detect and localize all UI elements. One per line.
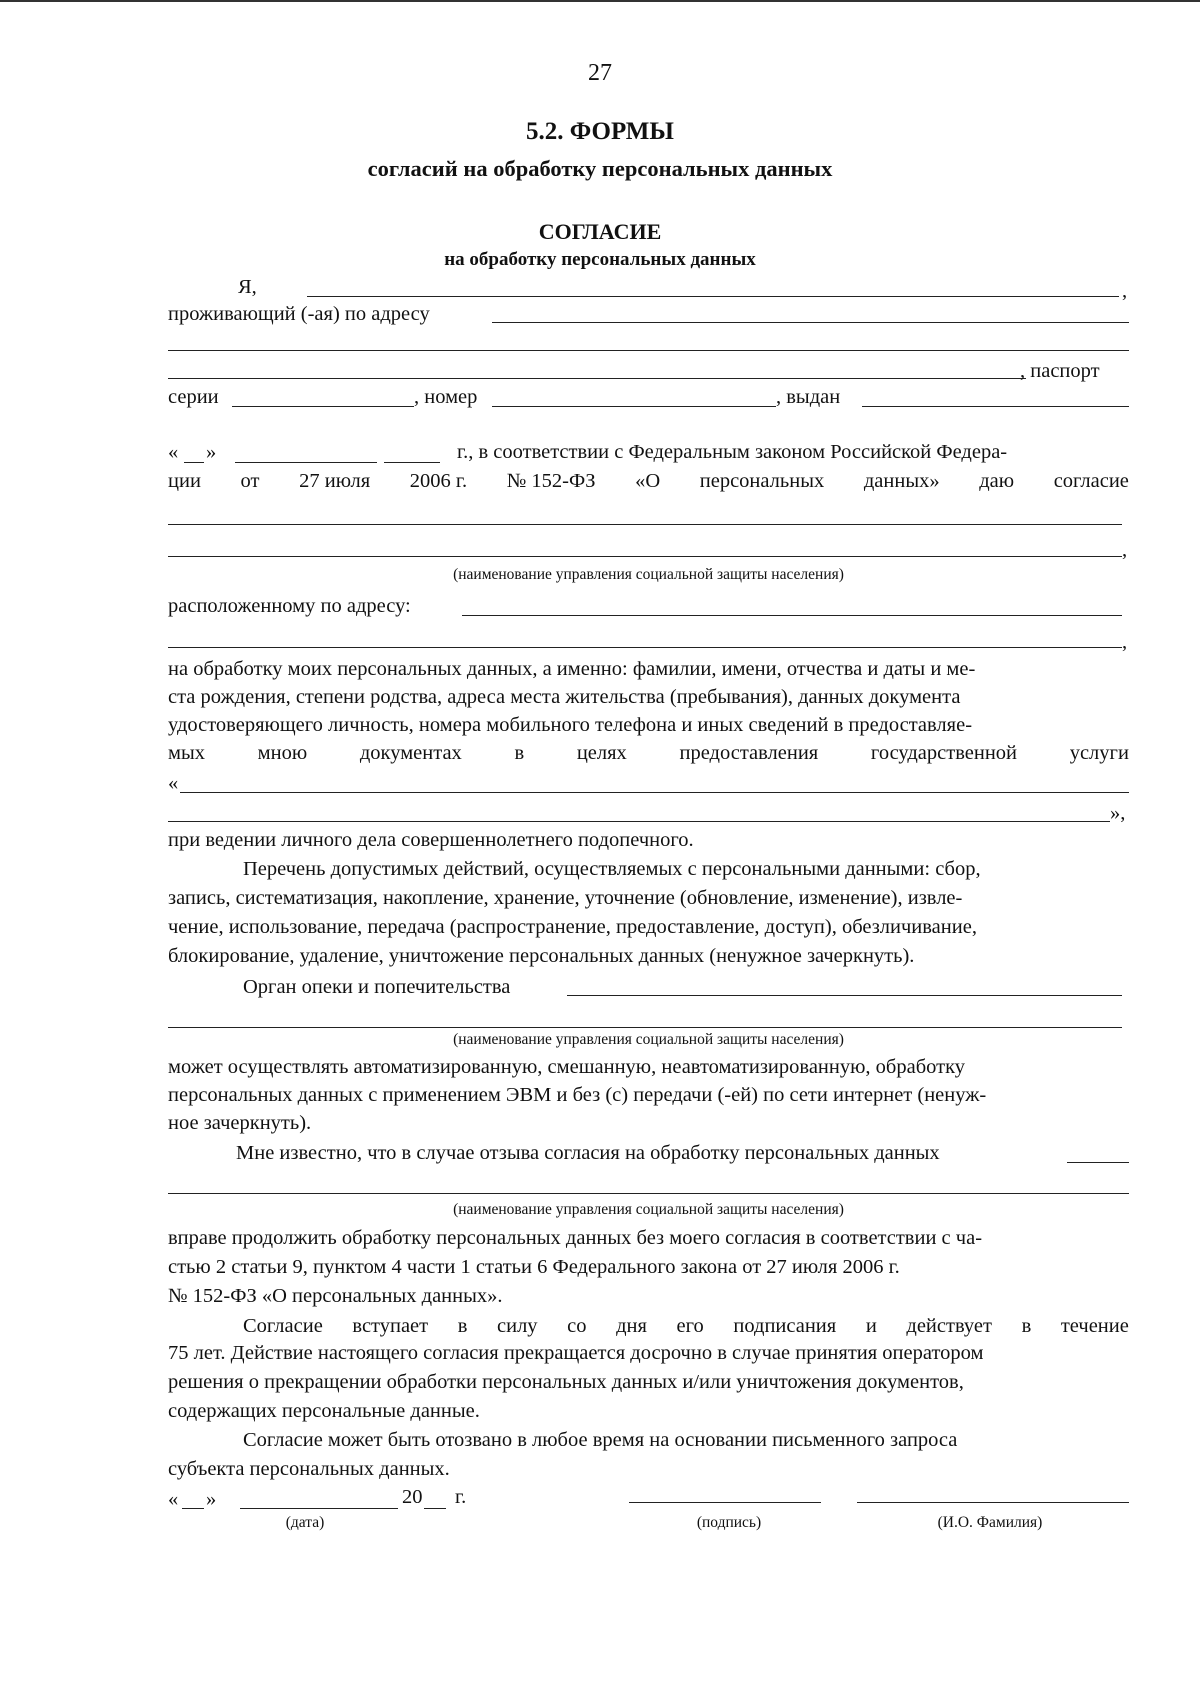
name-caption: (И.О. Фамилия) [937,1514,1043,1531]
processing-text-4: мых мною документах в целях предоставления государственной услуги [168,742,1129,764]
page-number: 27 [588,60,612,86]
residing-label: проживающий (-ая) по адресу [168,303,430,325]
organization-address-field-2[interactable] [168,647,1122,648]
continue-text-3: № 152-ФЗ «О персональных данных». [168,1285,503,1307]
service-name-field-2[interactable] [168,821,1110,822]
comma: , [1122,631,1128,653]
passport-series-field[interactable] [232,406,414,407]
issued-label: , выдан [776,386,841,408]
service-close-quote: », [1110,802,1126,824]
law-reference-line: ции от 27 июля 2006 г. № 152-ФЗ «О персональных данных» даю согласие [168,470,1129,492]
actions-text-4: блокирование, удаление, уничтожение персональных данных (ненужное зачеркнуть). [168,945,915,967]
form-subtitle: на обработку персональных данных [444,249,756,270]
validity-text-4: содержащих персональные данные. [168,1400,480,1422]
processing-text-3: удостоверяющего личность, номера мобильного телефона и иных сведений в предоставляе- [168,714,973,736]
actions-text-3: чение, использование, передача (распространение, предоставление, доступ), обезличивание, [168,916,977,938]
comma: , [1122,280,1128,302]
full-name-field[interactable] [307,296,1119,297]
revocation-org-field[interactable] [1067,1162,1129,1163]
sign-date-open-quote: « [168,1488,179,1510]
residence-address-field-2[interactable] [168,350,1129,351]
sign-month-field[interactable] [240,1508,398,1509]
organization-caption: (наименование управления социальной защиты населения) [453,566,844,583]
form-title: СОГЛАСИЕ [538,219,662,244]
date-open-quote: « [168,441,179,463]
scan-top-edge [0,0,1200,2]
passport-label: , паспорт [1020,360,1100,382]
authority-name-field[interactable] [567,995,1122,996]
revocation-org-field-2[interactable] [168,1193,1129,1194]
ya-label: Я, [238,276,257,298]
organization-name-field[interactable] [168,524,1122,525]
signature-field[interactable] [629,1502,821,1503]
auto-processing-text-3: ное зачеркнуть). [168,1112,312,1134]
sign-year-prefix: 20 [402,1486,423,1508]
passport-number-field[interactable] [492,406,776,407]
organization-name-field-2[interactable] [168,556,1122,557]
processing-text-2: ста рождения, степени родства, адреса места жительства (пребывания), данных документа [168,686,961,708]
section-subtitle: согласий на обработку персональных данных [367,156,833,181]
sign-year-suffix: г. [455,1486,467,1508]
date-caption: (дата) [285,1514,325,1531]
service-open-quote: « [168,772,179,794]
located-label: расположенному по адресу: [168,595,411,617]
continue-text-2: стью 2 статьи 9, пунктом 4 части 1 статьи 6 Федерального закона от 27 июля 2006 г. [168,1256,900,1278]
revocation-caption: (наименование управления социальной защиты населения) [453,1201,844,1218]
authority-caption: (наименование управления социальной защиты населения) [453,1031,844,1048]
authority-label: Орган опеки и попечительства [243,976,511,998]
actions-text-1: Перечень допустимых действий, осуществляемых с персональными данными: сбор, [243,858,981,880]
residence-address-field[interactable] [492,322,1129,323]
law-intro-text: г., в соответствии с Федеральным законом Российской Федера- [457,441,1008,463]
revocation-text: Мне известно, что в случае отзыва согласия на обработку персональных данных [236,1142,940,1164]
issue-month-field[interactable] [235,462,377,463]
full-name-signature-field[interactable] [857,1502,1129,1503]
withdraw-text-1: Согласие может быть отозвано в любое время на основании письменного запроса [243,1429,958,1451]
section-title: 5.2. ФОРМЫ [526,118,674,145]
auto-processing-text-2: персональных данных с применением ЭВМ и без (с) передачи (-ей) по сети интернет (ненуж- [168,1084,987,1106]
issue-day-field[interactable] [184,462,204,463]
passport-issued-field[interactable] [862,406,1129,407]
validity-text-2: 75 лет. Действие настоящего согласия прекращается досрочно в случае принятия оператором [168,1342,984,1364]
sign-date-close-quote: » [206,1488,217,1510]
number-label: , номер [414,386,478,408]
processing-text-1: на обработку моих персональных данных, а именно: фамилии, имени, отчества и даты и ме- [168,658,976,680]
actions-text-2: запись, систематизация, накопление, хранение, уточнение (обновление, изменение), извле- [168,887,963,909]
validity-text-1: Согласие вступает в силу со дня его подписания и действует в течение [243,1315,1129,1337]
organization-address-field[interactable] [462,615,1122,616]
guardianship-text: при ведении личного дела совершеннолетнего подопечного. [168,829,694,851]
authority-name-field-2[interactable] [168,1027,1122,1028]
auto-processing-text-1: может осуществлять автоматизированную, смешанную, неавтоматизированную, обработку [168,1056,965,1078]
continue-text-1: вправе продолжить обработку персональных данных без моего согласия в соответствии с ча- [168,1227,983,1249]
validity-text-3: решения о прекращении обработки персональных данных и/или уничтожения документов, [168,1371,964,1393]
issue-year-field[interactable] [384,462,440,463]
sign-year-field[interactable] [424,1508,446,1509]
sign-day-field[interactable] [182,1508,204,1509]
date-close-quote: » [206,441,217,463]
residence-address-field-3[interactable] [168,378,1026,379]
series-label: серии [168,386,219,408]
withdraw-text-2: субъекта персональных данных. [168,1458,450,1480]
service-name-field[interactable] [180,792,1129,793]
comma: , [1122,539,1128,561]
signature-caption: (подпись) [696,1514,762,1531]
